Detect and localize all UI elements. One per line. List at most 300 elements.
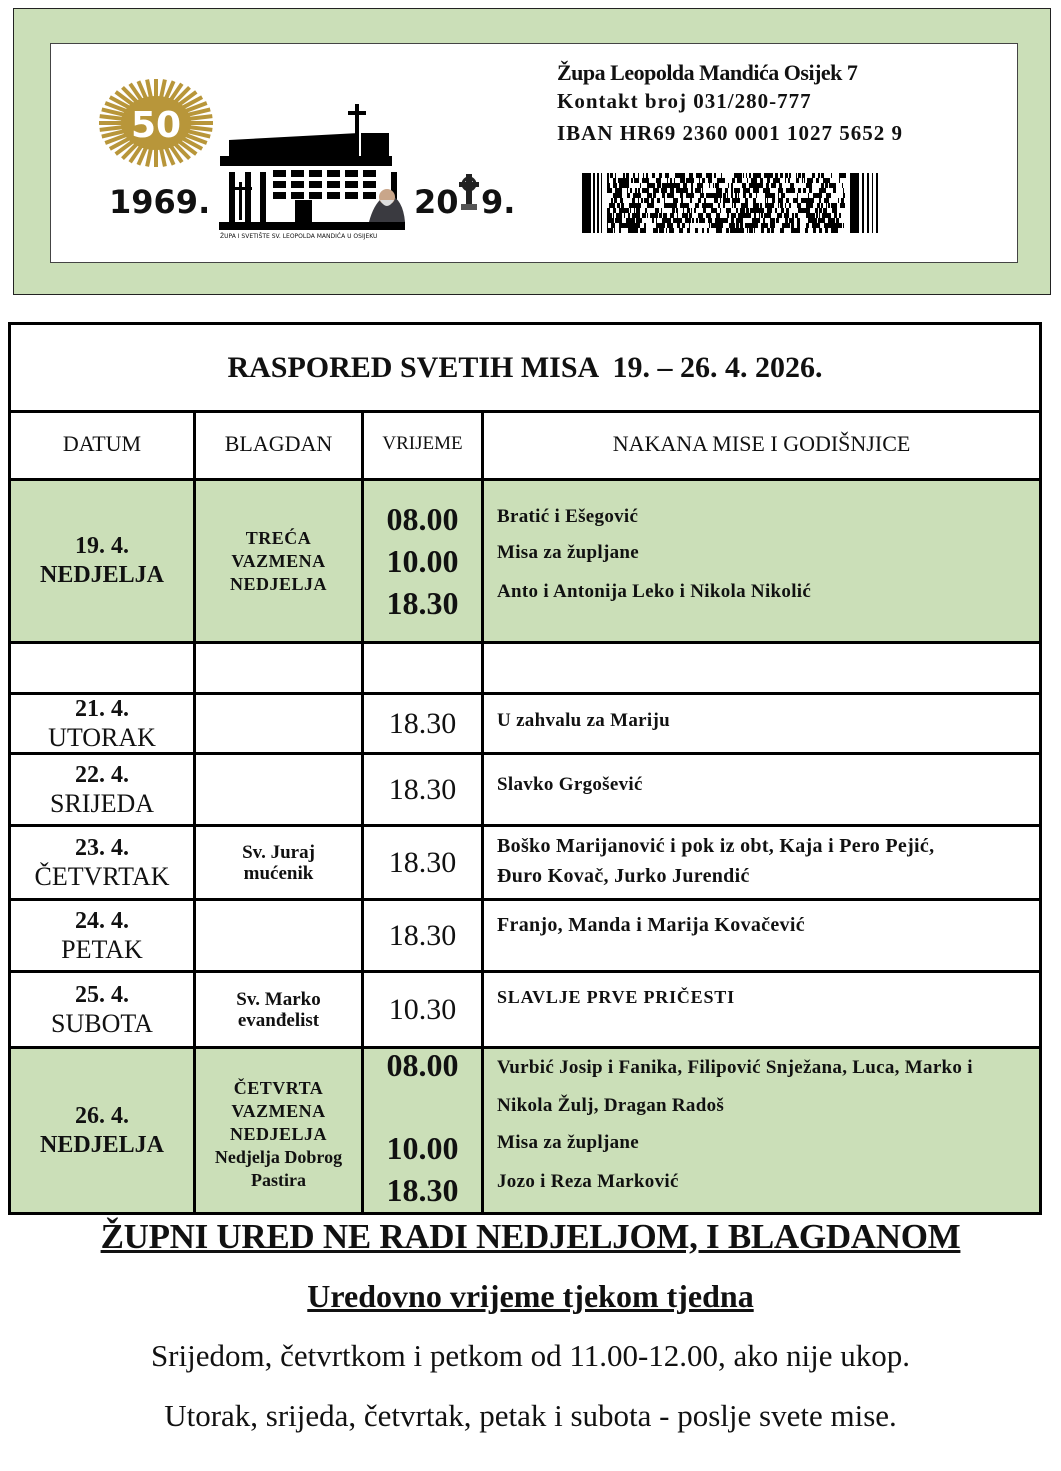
barcode-module: [667, 173, 669, 178]
barcode-module: [808, 178, 809, 183]
barcode-module: [738, 188, 740, 193]
barcode-module: [700, 213, 702, 218]
barcode-module: [808, 208, 810, 213]
feast-cell: [196, 481, 364, 641]
barcode-module: [818, 173, 820, 178]
date-cell: [11, 973, 196, 1046]
barcode-module: [753, 223, 755, 228]
barcode-module: [806, 213, 807, 218]
weekday: NEDJELJA: [39, 562, 165, 588]
barcode-module: [825, 198, 826, 203]
church-window: [363, 181, 376, 188]
barcode-module: [835, 213, 837, 218]
barcode-module: [670, 183, 672, 188]
barcode-module: [810, 203, 813, 208]
barcode-module: [762, 183, 763, 188]
barcode-module: [765, 188, 768, 193]
barcode-module: [764, 173, 766, 178]
barcode-module: [662, 193, 665, 198]
barcode-module: [657, 183, 660, 188]
barcode-module: [717, 183, 719, 188]
barcode-module: [684, 213, 685, 218]
parish-logo: [99, 72, 529, 242]
barcode-module: [747, 213, 749, 218]
barcode-module: [825, 228, 828, 233]
barcode-module: [809, 198, 811, 203]
barcode-module: [699, 188, 700, 193]
barcode-module: [737, 178, 740, 183]
barcode-module: [691, 183, 693, 188]
barcode-module: [718, 178, 720, 183]
feast-line: Pastira: [251, 1170, 306, 1190]
barcode-module: [628, 208, 629, 213]
barcode-module: [675, 173, 676, 178]
barcode-module: [843, 193, 845, 198]
barcode-module: [784, 213, 787, 218]
barcode-module: [744, 203, 747, 208]
church-window: [345, 170, 358, 177]
barcode-module: [699, 218, 701, 223]
barcode-module: [719, 188, 721, 193]
column-header-row: [11, 410, 1039, 481]
barcode-module: [831, 228, 832, 233]
barcode-module: [680, 203, 681, 208]
barcode-module: [740, 178, 741, 183]
barcode-module: [680, 178, 682, 183]
barcode-module: [691, 188, 693, 193]
barcode-module: [826, 208, 827, 213]
barcode-module: [729, 198, 730, 203]
barcode-module: [795, 213, 798, 218]
barcode-module: [753, 208, 756, 213]
barcode-module: [747, 203, 748, 208]
barcode-module: [675, 183, 677, 188]
barcode-module: [810, 218, 812, 223]
barcode-module: [711, 193, 713, 198]
barcode-module: [798, 173, 801, 178]
table-row: [11, 973, 1039, 1049]
barcode-module: [781, 193, 784, 198]
barcode-module: [698, 183, 701, 188]
barcode-module: [680, 193, 683, 198]
barcode-module: [661, 228, 663, 233]
barcode-module: [824, 213, 826, 218]
barcode-module: [754, 228, 755, 233]
barcode-module: [720, 178, 723, 183]
barcode-module: [607, 213, 608, 218]
barcode-module: [731, 193, 732, 198]
barcode-module: [766, 223, 768, 228]
barcode-module: [672, 193, 674, 198]
mass-time: 18.30: [386, 585, 459, 621]
barcode-module: [834, 188, 836, 193]
barcode-module: [715, 183, 717, 188]
barcode-module: [635, 228, 636, 233]
barcode-module: [646, 208, 647, 213]
barcode-module: [631, 223, 632, 228]
barcode-module: [741, 228, 744, 233]
barcode-module: [770, 218, 773, 223]
barcode-module: [661, 213, 662, 218]
barcode-module: [685, 218, 687, 223]
barcode-module: [798, 208, 801, 213]
church-window: [345, 181, 358, 188]
barcode-module: [793, 183, 794, 188]
barcode-module: [703, 193, 704, 198]
barcode-module: [824, 188, 826, 193]
column-header-datum: DATUM: [11, 410, 196, 478]
barcode-module: [675, 218, 678, 223]
barcode-module: [832, 218, 834, 223]
barcode-module: [747, 228, 748, 233]
date: 21. 4.: [75, 695, 129, 722]
barcode-module: [819, 188, 822, 193]
barcode-module: [761, 228, 764, 233]
barcode-module: [666, 228, 667, 233]
barcode-module: [816, 193, 818, 198]
barcode-module: [650, 213, 653, 218]
barcode-module: [821, 183, 824, 188]
barcode-module: [623, 208, 626, 213]
barcode-module: [802, 178, 803, 183]
barcode-module: [802, 173, 803, 178]
barcode-module: [791, 188, 792, 193]
barcode-module: [773, 183, 776, 188]
barcode-module: [778, 178, 780, 183]
barcode-module: [807, 198, 809, 203]
barcode-module: [731, 188, 732, 193]
barcode-module: [629, 228, 631, 233]
barcode-module: [796, 178, 799, 183]
barcode-module: [614, 228, 615, 233]
barcode-module: [717, 218, 718, 223]
barcode-module: [634, 208, 635, 213]
barcode-module: [691, 208, 692, 213]
barcode-module: [762, 208, 764, 213]
barcode-module: [740, 213, 743, 218]
barcode-module: [732, 178, 734, 183]
barcode-module: [676, 173, 679, 178]
barcode-module: [779, 213, 782, 218]
barcode-module: [770, 203, 773, 208]
barcode-module: [706, 193, 709, 198]
barcode-module: [611, 213, 612, 218]
barcode-module: [736, 208, 737, 213]
barcode-module: [694, 208, 696, 213]
office-closed-notice: ŽUPNI URED NE RADI NEDJELJOM, I BLAGDANOM: [100, 1217, 961, 1256]
barcode-module: [636, 193, 639, 198]
barcode-module: [780, 198, 783, 203]
barcode-module: [817, 208, 818, 213]
feast-line: Sv. Marko: [236, 988, 321, 1010]
barcode-module: [608, 213, 611, 218]
barcode-module: [631, 203, 633, 208]
empty-cell: [364, 644, 484, 692]
barcode-module: [797, 223, 799, 228]
barcode-module: [731, 228, 734, 233]
barcode-module: [734, 203, 735, 208]
barcode-module: [759, 213, 760, 218]
barcode-module: [670, 188, 673, 193]
barcode-module: [668, 183, 670, 188]
barcode-module: [823, 208, 826, 213]
barcode-module: [736, 223, 739, 228]
barcode-module: [792, 188, 795, 193]
barcode-module: [737, 208, 738, 213]
barcode-module: [667, 178, 668, 183]
barcode-module: [734, 188, 735, 193]
barcode-module: [818, 193, 820, 198]
empty-cell: [11, 644, 196, 692]
barcode-module: [736, 193, 737, 198]
barcode-module: [810, 178, 813, 183]
barcode-module: [686, 178, 689, 183]
barcode-module: [706, 173, 709, 178]
barcode-module: [610, 188, 612, 193]
barcode-module: [709, 193, 711, 198]
barcode-module: [661, 188, 662, 193]
barcode-module: [607, 173, 609, 178]
barcode-module: [721, 188, 722, 193]
barcode-module: [732, 218, 733, 223]
church-window: [309, 181, 322, 188]
barcode-module: [731, 218, 732, 223]
barcode-module: [642, 178, 644, 183]
barcode-module: [778, 188, 779, 193]
barcode-module: [728, 208, 731, 213]
barcode-module: [653, 213, 654, 218]
date: 22. 4.: [75, 761, 129, 788]
church-window: [273, 192, 286, 199]
barcode-module: [778, 193, 779, 198]
barcode-module: [699, 173, 701, 178]
barcode-module: [683, 203, 685, 208]
barcode-module: [626, 208, 628, 213]
barcode-module: [685, 213, 688, 218]
barcode-module: [676, 198, 678, 203]
barcode-module: [799, 223, 800, 228]
barcode-module: [834, 213, 835, 218]
barcode-module: [756, 193, 757, 198]
barcode-module: [647, 173, 648, 178]
intention: Bratić i Ešegović: [497, 506, 639, 527]
barcode-module: [753, 188, 754, 193]
barcode-module: [755, 223, 756, 228]
barcode-module: [704, 198, 706, 203]
barcode-module: [660, 228, 661, 233]
barcode-module: [702, 178, 705, 183]
barcode-module: [625, 183, 628, 188]
barcode-module: [754, 213, 756, 218]
barcode-module: [718, 193, 721, 198]
iban: IBAN HR69 2360 0001 1027 5652 9: [557, 121, 904, 145]
barcode-module: [715, 198, 718, 203]
barcode-module: [768, 203, 770, 208]
barcode-module: [788, 178, 789, 183]
intention: Anto i Antonija Leko i Nikola Nikolić: [497, 581, 812, 602]
barcode-module: [708, 213, 710, 218]
barcode-module: [625, 178, 626, 183]
barcode-module: [687, 218, 689, 223]
barcode-module: [806, 223, 809, 228]
barcode-module: [636, 208, 637, 213]
barcode-module: [749, 183, 752, 188]
barcode-module: [739, 218, 740, 223]
barcode-module: [708, 203, 710, 208]
barcode-module: [719, 223, 720, 228]
barcode-module: [698, 203, 699, 208]
barcode-module: [635, 213, 637, 218]
barcode-module: [680, 218, 682, 223]
intention: Misa za župljane: [497, 542, 640, 563]
barcode-module: [614, 193, 616, 198]
barcode-module: [717, 228, 719, 233]
barcode-module: [740, 228, 741, 233]
barcode-module: [653, 188, 656, 193]
church-window: [327, 192, 340, 199]
barcode-module: [633, 203, 635, 208]
barcode-module: [610, 218, 612, 223]
barcode-module: [795, 228, 798, 233]
barcode-module: [647, 183, 648, 188]
barcode-module: [720, 198, 721, 203]
cemetery-cross-icon: [459, 174, 479, 210]
barcode-module: [687, 188, 688, 193]
barcode-module: [643, 228, 646, 233]
barcode-module: [732, 203, 733, 208]
barcode-module: [832, 208, 835, 213]
barcode-module: [614, 223, 615, 228]
barcode-module: [713, 193, 716, 198]
barcode-module: [742, 218, 743, 223]
barcode-module: [619, 223, 620, 228]
barcode-module: [839, 178, 840, 183]
barcode-module: [618, 188, 619, 193]
barcode-module: [773, 178, 775, 183]
barcode-module: [745, 198, 748, 203]
barcode-module: [731, 213, 734, 218]
barcode-module: [762, 213, 763, 218]
barcode-module: [709, 218, 712, 223]
barcode-module: [723, 178, 725, 183]
barcode-module: [652, 218, 654, 223]
mass-time: 18.30: [388, 706, 457, 740]
barcode-module: [749, 228, 752, 233]
header-card: [50, 43, 1018, 263]
barcode-module: [652, 173, 655, 178]
barcode-module: [812, 173, 815, 178]
barcode-module: [727, 193, 728, 198]
barcode-module: [607, 188, 609, 193]
barcode-module: [645, 198, 647, 203]
barcode-module: [754, 178, 755, 183]
barcode-module: [677, 223, 680, 228]
barcode-module: [782, 228, 784, 233]
barcode-module: [778, 203, 779, 208]
barcode-module: [829, 183, 832, 188]
barcode-module: [657, 208, 658, 213]
barcode-module: [766, 213, 768, 218]
barcode-module: [663, 228, 664, 233]
barcode-module: [631, 228, 634, 233]
feast-line: NEDJELJA: [229, 573, 327, 594]
barcode-module: [683, 183, 684, 188]
barcode-module: [660, 183, 661, 188]
barcode-module: [688, 193, 691, 198]
barcode-module: [833, 223, 835, 228]
barcode-module: [804, 178, 805, 183]
barcode-module: [702, 228, 704, 233]
barcode-module: [655, 208, 657, 213]
barcode-module: [771, 193, 774, 198]
barcode-module: [791, 223, 792, 228]
empty-cell: [196, 644, 364, 692]
barcode-module: [721, 193, 722, 198]
barcode-module: [812, 218, 813, 223]
barcode-module: [653, 193, 656, 198]
barcode-module: [772, 198, 775, 203]
barcode-module: [779, 183, 782, 188]
date-cell: [11, 755, 196, 824]
barcode-module: [656, 213, 658, 218]
barcode-module: [727, 198, 729, 203]
feast-cell: [196, 755, 364, 824]
barcode-module: [765, 198, 766, 203]
empty-cell: [484, 644, 1039, 692]
barcode-module: [716, 188, 719, 193]
barcode-module: [681, 188, 684, 193]
barcode-module: [842, 183, 843, 188]
barcode-module: [842, 203, 845, 208]
feast-line: mućenik: [243, 862, 314, 884]
barcode-module: [654, 213, 656, 218]
barcode-module: [611, 223, 614, 228]
barcode-module: [637, 223, 640, 228]
barcode-module: [752, 178, 754, 183]
time-cell: [364, 481, 484, 641]
barcode-module: [819, 208, 822, 213]
barcode-module: [806, 183, 808, 188]
barcode-module: [744, 213, 747, 218]
barcode-module: [689, 213, 692, 218]
barcode-module: [727, 213, 728, 218]
barcode-module: [615, 188, 618, 193]
mass-time: 18.30: [388, 918, 457, 952]
barcode-module: [746, 208, 749, 213]
barcode-module: [626, 218, 629, 223]
barcode-module: [657, 223, 659, 228]
barcode-module: [700, 188, 701, 193]
barcode-module: [679, 218, 680, 223]
schedule-title-row: [11, 325, 1039, 413]
barcode-module: [626, 173, 629, 178]
sunburst-icon: [99, 79, 213, 167]
barcode-module: [702, 213, 703, 218]
barcode-module: [630, 188, 632, 193]
barcode-module: [683, 208, 684, 213]
barcode-module: [827, 178, 830, 183]
barcode-module: [763, 188, 765, 193]
barcode-module: [728, 213, 729, 218]
barcode-module: [672, 208, 675, 213]
barcode-module: [706, 213, 707, 218]
feast-line: TREĆA: [245, 527, 312, 548]
barcode-module: [797, 218, 800, 223]
barcode-module: [741, 203, 744, 208]
barcode-module: [769, 173, 771, 178]
mass-schedule-table: [8, 322, 1042, 1215]
barcode-module: [786, 188, 788, 193]
